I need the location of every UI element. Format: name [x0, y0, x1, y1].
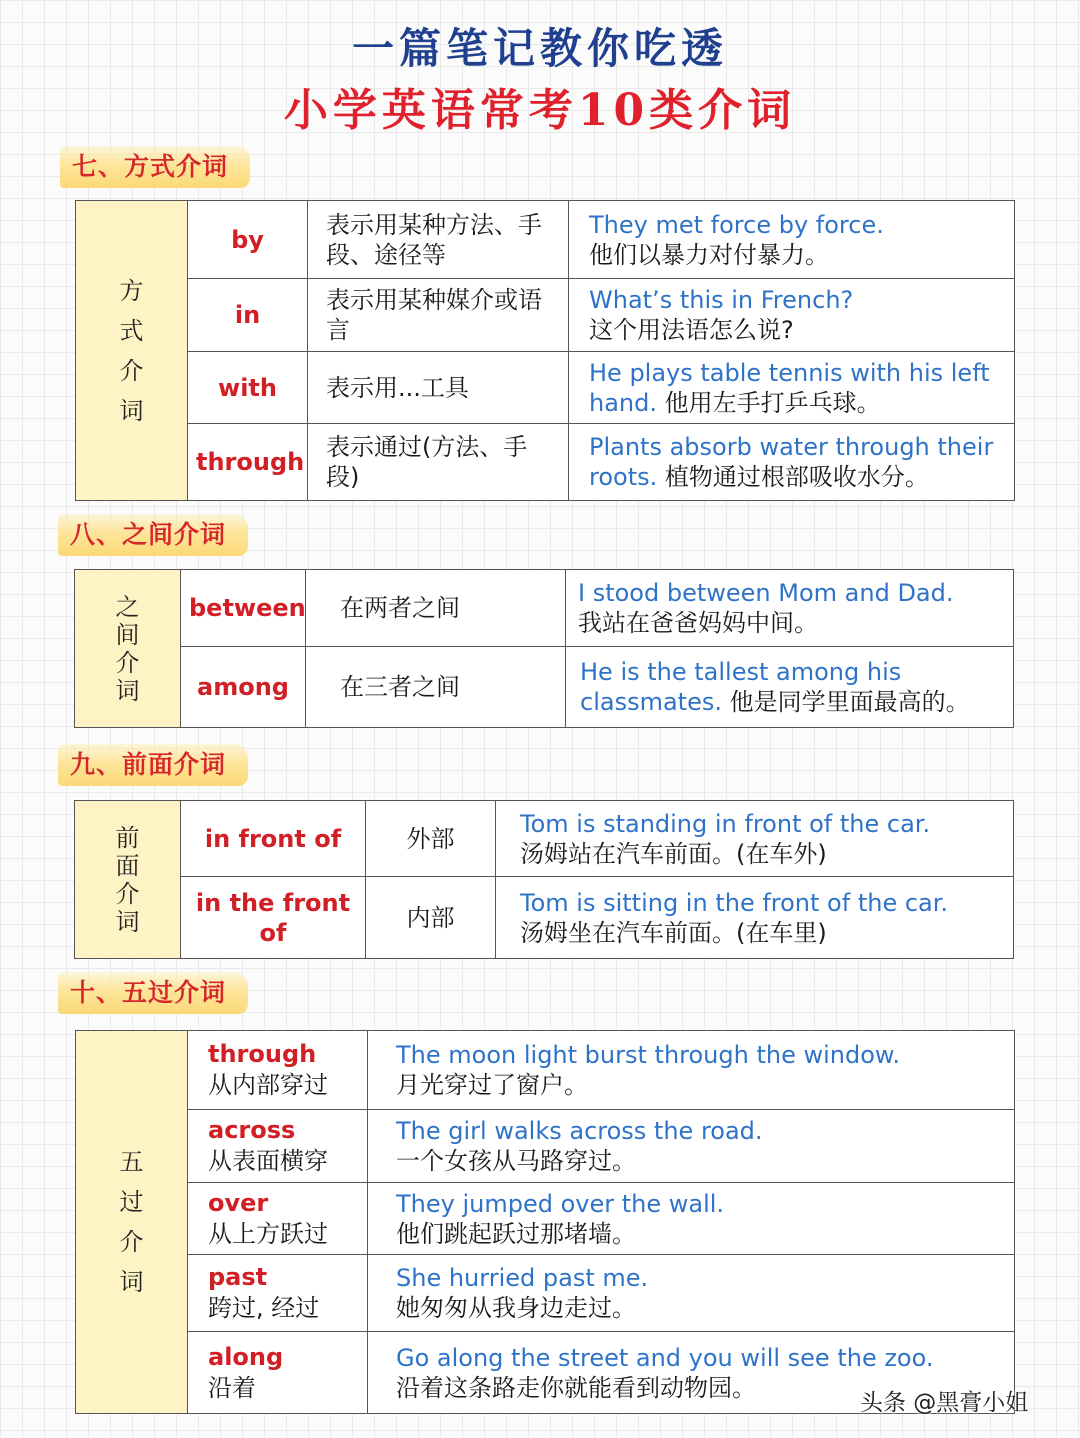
example-cell [566, 647, 1014, 728]
table-row [76, 279, 1015, 352]
section-heading-five-past: 十、五过介词 [58, 972, 248, 1014]
watermark: 头条 @黑膏小姐 [860, 1390, 1029, 1416]
preposition-meaning: 跨过, 经过 [208, 1294, 320, 1322]
preposition-meaning: 从上方跃过 [208, 1219, 328, 1248]
preposition-meaning: 表示用...工具 [308, 352, 569, 424]
front-prepositions-table [74, 800, 1014, 959]
example-cn: 她匆匆从我身边走过。 [396, 1294, 636, 1322]
example-en: The girl walks across the road. [396, 1117, 763, 1145]
preposition-cell [188, 1255, 368, 1332]
preposition-word: by [188, 201, 308, 279]
page-title-line1: 一篇笔记教你吃透 [351, 24, 728, 73]
table-row [76, 1031, 1015, 1110]
example-cell [569, 352, 1015, 424]
example-cn: 沿着这条路走你就能看到动物园。 [396, 1373, 756, 1402]
example-cn: 他是同学里面最高的。 [729, 688, 970, 716]
example-en: Plants absorb water through their roots. [589, 433, 994, 491]
example-cn: 汤姆坐在汽车前面。(在车里) [520, 918, 827, 947]
five-past-prepositions-table [75, 1030, 1015, 1414]
example-cn: 他们跳起跃过那堵墙。 [396, 1219, 636, 1248]
example-cn: 他们以暴力对付暴力。 [589, 240, 829, 269]
preposition-word: across [208, 1116, 296, 1144]
page-title-line2: 小学英语常考10类介词 [283, 85, 797, 136]
preposition-word: over [208, 1188, 269, 1217]
example-en: Go along the street and you will see the zoo. [396, 1343, 934, 1372]
example-en: He plays table tennis with his left hand. [589, 358, 990, 417]
example-cell [569, 201, 1015, 279]
example-cell [496, 877, 1014, 959]
category-cell: 之 间 介 词 [75, 570, 181, 728]
table-row [75, 877, 1014, 959]
example-en: Tom is standing in front of the car. [520, 809, 931, 838]
preposition-meaning: 从表面横穿 [208, 1147, 328, 1175]
preposition-word: between [181, 570, 306, 647]
preposition-meaning: 在两者之间 [306, 570, 566, 647]
preposition-word: through [208, 1040, 317, 1068]
preposition-meaning: 在三者之间 [306, 647, 566, 728]
preposition-cell [188, 1183, 368, 1255]
table-row [76, 1183, 1015, 1255]
preposition-cell [188, 1110, 368, 1183]
example-en: I stood between Mom and Dad. [578, 579, 954, 607]
example-cell [566, 570, 1014, 647]
example-en: They jumped over the wall. [396, 1189, 725, 1218]
example-cn: 他用左手打乒乓球。 [664, 388, 881, 417]
example-cn: 汤姆站在汽车前面。(在车外) [520, 839, 827, 868]
example-cn: 我站在爸爸妈妈中间。 [578, 609, 818, 637]
table-row [76, 424, 1015, 501]
preposition-cell [188, 1332, 368, 1414]
between-prepositions-table [74, 569, 1014, 728]
section-heading-manner: 七、方式介词 [60, 146, 250, 188]
category-cell: 前 面 介 词 [75, 801, 181, 959]
section-heading-front: 九、前面介词 [58, 744, 248, 786]
table-row [76, 1110, 1015, 1183]
category-cell: 五 过 介 词 [76, 1031, 188, 1414]
example-en: The moon light burst through the window. [396, 1041, 900, 1069]
example-cell [569, 279, 1015, 352]
example-en: They met force by force. [589, 210, 884, 239]
table-row [76, 1255, 1015, 1332]
section-heading-between: 八、之间介词 [58, 514, 248, 556]
category-cell: 方 式 介 词 [76, 201, 188, 501]
preposition-word: in the front of [181, 877, 366, 959]
manner-prepositions-table [75, 200, 1015, 501]
example-cell [569, 424, 1015, 501]
table-row [76, 352, 1015, 424]
table-row [75, 801, 1014, 877]
preposition-word: along [208, 1342, 284, 1371]
example-cn: 月光穿过了窗户。 [396, 1071, 588, 1099]
example-cn: 一个女孩从马路穿过。 [396, 1147, 636, 1175]
preposition-meaning: 表示用某种方法、手段、途径等 [308, 201, 569, 279]
example-cell [368, 1031, 1015, 1110]
example-cn: 植物通过根部吸收水分。 [664, 463, 929, 491]
preposition-word: in front of [181, 801, 366, 877]
example-en: She hurried past me. [396, 1264, 649, 1292]
example-cell [368, 1183, 1015, 1255]
preposition-word: in [188, 279, 308, 352]
example-cn: 这个用法语怎么说? [589, 316, 794, 344]
preposition-meaning: 表示通过(方法、手段) [308, 424, 569, 501]
example-en: What’s this in French? [589, 286, 854, 314]
preposition-meaning: 表示用某种媒介或语言 [308, 279, 569, 352]
example-en: Tom is sitting in the front of the car. [520, 888, 949, 917]
example-en: He is the tallest among his classmates. [580, 658, 902, 716]
preposition-word: with [188, 352, 308, 424]
example-cell [368, 1255, 1015, 1332]
preposition-cell [188, 1031, 368, 1110]
table-row [75, 570, 1014, 647]
preposition-meaning: 从内部穿过 [208, 1071, 328, 1099]
example-cell [496, 801, 1014, 877]
preposition-word: through [188, 424, 308, 501]
example-cell [368, 1110, 1015, 1183]
preposition-meaning: 外部 [366, 801, 496, 877]
table-row [75, 647, 1014, 728]
preposition-meaning: 沿着 [208, 1373, 256, 1402]
preposition-word: past [208, 1263, 268, 1291]
preposition-word: among [181, 647, 306, 728]
table-row [76, 201, 1015, 279]
preposition-meaning: 内部 [366, 877, 496, 959]
